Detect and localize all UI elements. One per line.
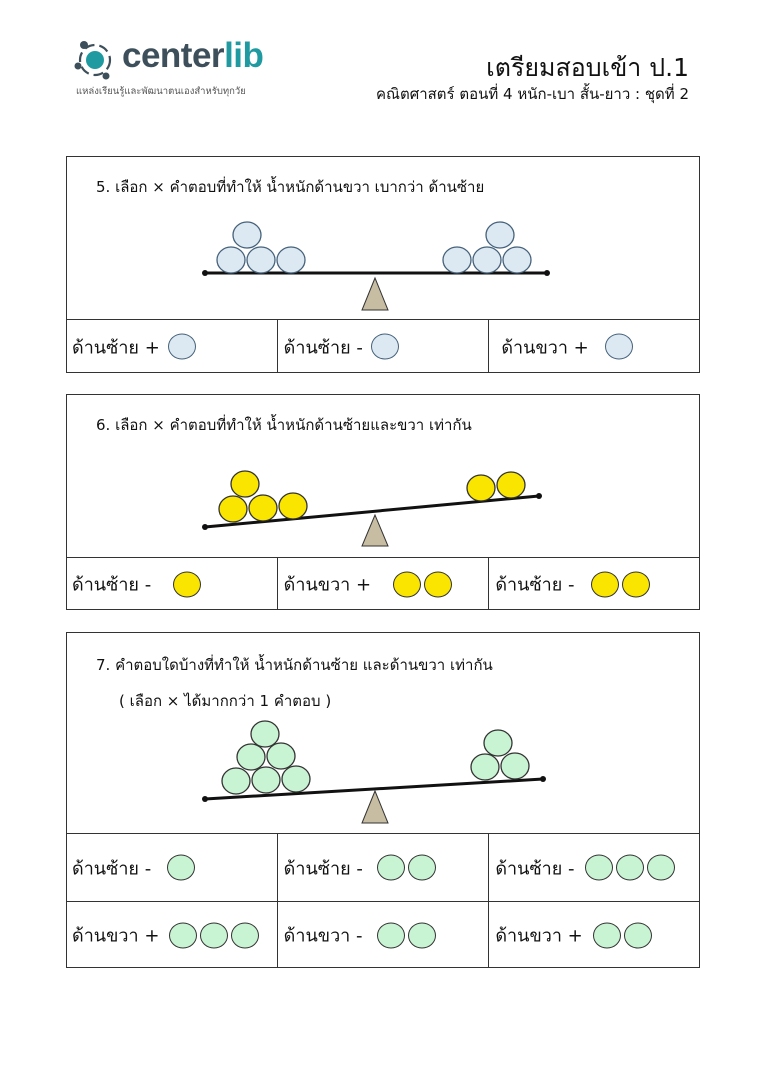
answer-row xyxy=(66,833,700,901)
weight-ball xyxy=(168,334,196,360)
answer-option[interactable]: ด้านซ้าย - xyxy=(277,320,489,373)
page-subtitle: คณิตศาสตร์ ตอนที่ 4 หนัก-เบา สั้น-ยาว : ชุดที่ 2 xyxy=(376,85,689,103)
weight-ball xyxy=(377,922,405,948)
weight-ball xyxy=(231,922,259,948)
weight-ball xyxy=(593,922,621,948)
answer-option[interactable]: ด้านซ้าย - xyxy=(66,834,277,901)
question-5-text: 5. เลือก × คำตอบที่ทำให้ น้ำหนักด้านขวา เบากว่า ด้านซ้าย xyxy=(96,178,485,196)
weight-ball xyxy=(173,571,201,597)
question-7 xyxy=(66,632,700,968)
answer-option[interactable]: ด้านซ้าย - xyxy=(488,558,700,610)
weight-ball xyxy=(585,855,613,881)
weight-ball xyxy=(622,571,650,597)
weight-ball xyxy=(169,922,197,948)
weight-ball xyxy=(647,855,675,881)
answer-row xyxy=(66,319,700,373)
answer-option[interactable]: ด้านขวา + xyxy=(66,902,277,968)
weight-ball xyxy=(371,334,399,360)
answer-option[interactable]: ด้านซ้าย + xyxy=(66,320,277,373)
weight-ball xyxy=(408,855,436,881)
weight-ball xyxy=(167,855,195,881)
question-6 xyxy=(66,394,700,610)
answer-option[interactable]: ด้านซ้าย - xyxy=(488,834,700,901)
weight-ball xyxy=(591,571,619,597)
weight-ball xyxy=(377,855,405,881)
answer-option[interactable]: ด้านขวา - xyxy=(277,902,489,968)
question-5 xyxy=(66,156,700,373)
weight-ball xyxy=(408,922,436,948)
weight-ball xyxy=(616,855,644,881)
balance-scale xyxy=(67,633,701,833)
balance-scale xyxy=(67,157,701,319)
weight-ball xyxy=(605,334,633,360)
answer-option[interactable]: ด้านขวา + xyxy=(488,902,700,968)
balance-scale xyxy=(67,395,701,557)
weight-ball xyxy=(624,922,652,948)
answer-row xyxy=(66,557,700,610)
logo xyxy=(72,34,312,104)
answer-row xyxy=(66,901,700,968)
question-7-note: ( เลือก × ได้มากกว่า 1 คำตอบ ) xyxy=(119,692,332,710)
question-6-text: 6. เลือก × คำตอบที่ทำให้ น้ำหนักด้านซ้ายและขวา เท่ากัน xyxy=(96,416,472,434)
answer-option[interactable]: ด้านซ้าย - xyxy=(66,558,277,610)
weight-ball xyxy=(424,571,452,597)
question-7-text: 7. คำตอบใดบ้างที่ทำให้ น้ำหนักด้านซ้าย และด้านขวา เท่ากัน xyxy=(96,656,493,674)
molecule-icon xyxy=(72,36,122,86)
weight-ball xyxy=(200,922,228,948)
answer-option[interactable]: ด้านขวา + xyxy=(277,558,489,610)
weight-ball xyxy=(393,571,421,597)
logo-tagline: แหล่งเรียนรู้และพัฒนาตนเองสำหรับทุกวัย xyxy=(76,86,246,97)
logo-wordmark: centerlib xyxy=(122,36,264,75)
answer-option[interactable]: ด้านขวา + xyxy=(488,320,700,373)
answer-option[interactable]: ด้านซ้าย - xyxy=(277,834,489,901)
page-title: เตรียมสอบเข้า ป.1 xyxy=(486,53,689,82)
